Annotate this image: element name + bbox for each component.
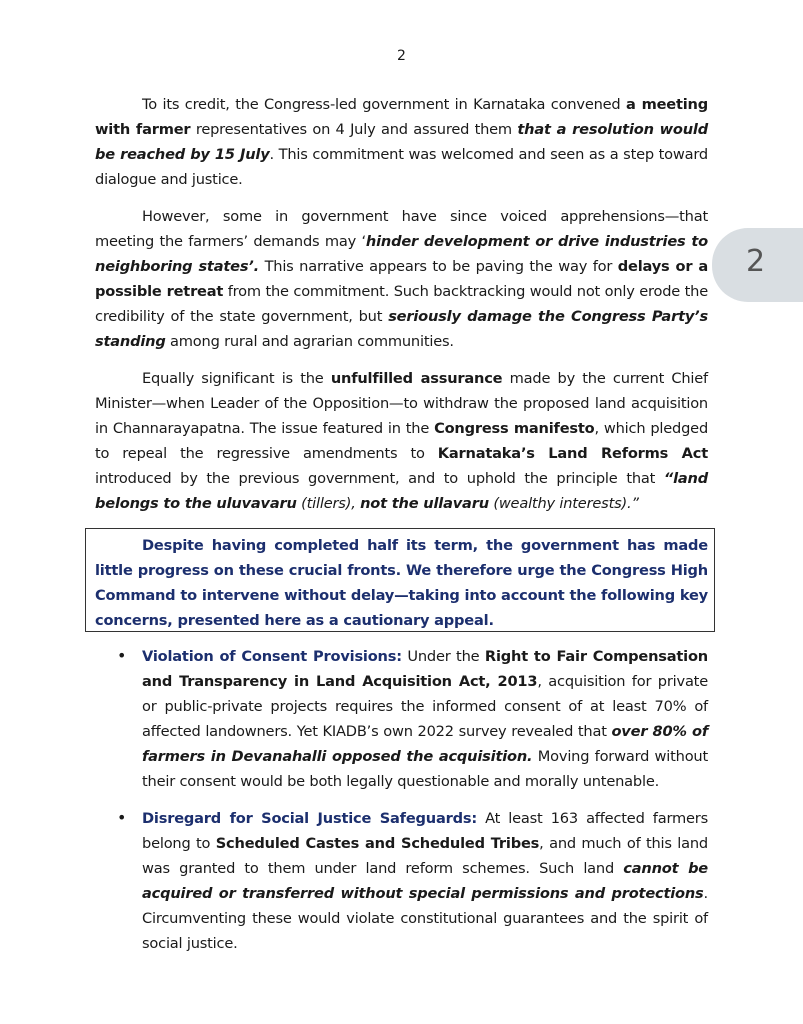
text-run: introduced by the previous government, and to uphold the principle that xyxy=(95,470,664,487)
text-run: from the commitment. Such backtracking would not only erode the credibility of the state government, but xyxy=(95,283,708,325)
text-run: seriously damage the Congress Party’s standing xyxy=(95,308,708,350)
text-run: (wealthy interests).” xyxy=(488,495,639,512)
text-run: not the ullavaru xyxy=(360,495,489,512)
bullet-icon: • xyxy=(117,808,127,827)
page-side-tab xyxy=(712,228,803,302)
text-run: , acquisition for private or public-private projects requires the informed consent of at least 70% of affected landowners. Yet KIADB’s own 2022 survey revealed that xyxy=(142,673,708,740)
text-run: hinder development or drive industries to neighboring states’. xyxy=(95,233,708,275)
text-run: , and much of this land was granted to them under land reform schemes. Such land xyxy=(142,835,708,877)
text-run: unfulfilled assurance xyxy=(330,370,503,387)
callout-text: Despite having completed half its term, the government has made little progress on these crucial fronts. We therefore urge the Congress High Command to intervene without delay—taking into account the following key concerns, presented here as a cautionary appeal. xyxy=(95,537,708,629)
text-run: made by the current Chief Minister—when Leader of the Opposition—to withdraw the proposed land acquisition in Channarayapatna. The issue featured in the xyxy=(95,370,708,437)
paragraph-apprehensions xyxy=(95,204,708,354)
text-run: To its credit, the Congress-led government in Karnataka convened xyxy=(142,96,626,113)
callout-box xyxy=(85,528,715,632)
bullet-icon: • xyxy=(117,646,127,665)
text-run: over 80% of farmers in Devanahalli opposed the acquisition. xyxy=(142,723,708,765)
paragraph-meeting xyxy=(95,92,708,192)
text-run: This narrative appears to be paving the way for xyxy=(259,258,618,275)
text-run: , which pledged to repeal the regressive amendments to xyxy=(95,420,709,462)
text-run: Congress manifesto xyxy=(434,420,595,437)
paragraph-assurance xyxy=(95,366,708,516)
text-run: delays or a possible retreat xyxy=(95,258,708,300)
text-run: . This commitment was welcomed and seen as a step toward dialogue and justice. xyxy=(95,146,708,188)
text-run: However, some in government have since voiced apprehensions—that meeting the farmers’ demands may ‘ xyxy=(95,208,708,250)
text-run: among rural and agrarian communities. xyxy=(165,333,454,350)
bullet-consent xyxy=(142,644,708,794)
text-run: (tillers), xyxy=(296,495,361,512)
text-run: Right to Fair Compensation and Transparency in Land Acquisition Act, 2013 xyxy=(142,648,708,690)
text-run: “land belongs to the uluvavaru xyxy=(95,470,708,512)
text-run: Moving forward without their consent would be both legally questionable and morally untenable. xyxy=(142,748,708,790)
bullet-social-justice xyxy=(142,806,708,956)
side-tab-number: 2 xyxy=(746,244,766,279)
text-run: Equally significant is the xyxy=(142,370,331,387)
page-number: 2 xyxy=(397,48,406,64)
text-run: Under the xyxy=(401,648,485,665)
text-run: a meeting with farmer xyxy=(95,96,708,138)
text-run: that a resolution would be reached by 15 July xyxy=(95,121,708,163)
text-run: At least 163 affected farmers belong to xyxy=(142,810,708,852)
text-run: Scheduled Castes and Scheduled Tribes xyxy=(215,835,540,852)
bullet-heading: Violation of Consent Provisions: xyxy=(142,648,402,665)
text-run: Karnataka’s Land Reforms Act xyxy=(437,445,708,462)
bullet-heading: Disregard for Social Justice Safeguards: xyxy=(142,810,477,827)
text-run: representatives on 4 July and assured them xyxy=(190,121,518,138)
text-run: cannot be acquired or transferred without special permissions and protections xyxy=(142,860,709,902)
text-run: . Circumventing these would violate constitutional guarantees and the spirit of social justice. xyxy=(142,885,708,952)
